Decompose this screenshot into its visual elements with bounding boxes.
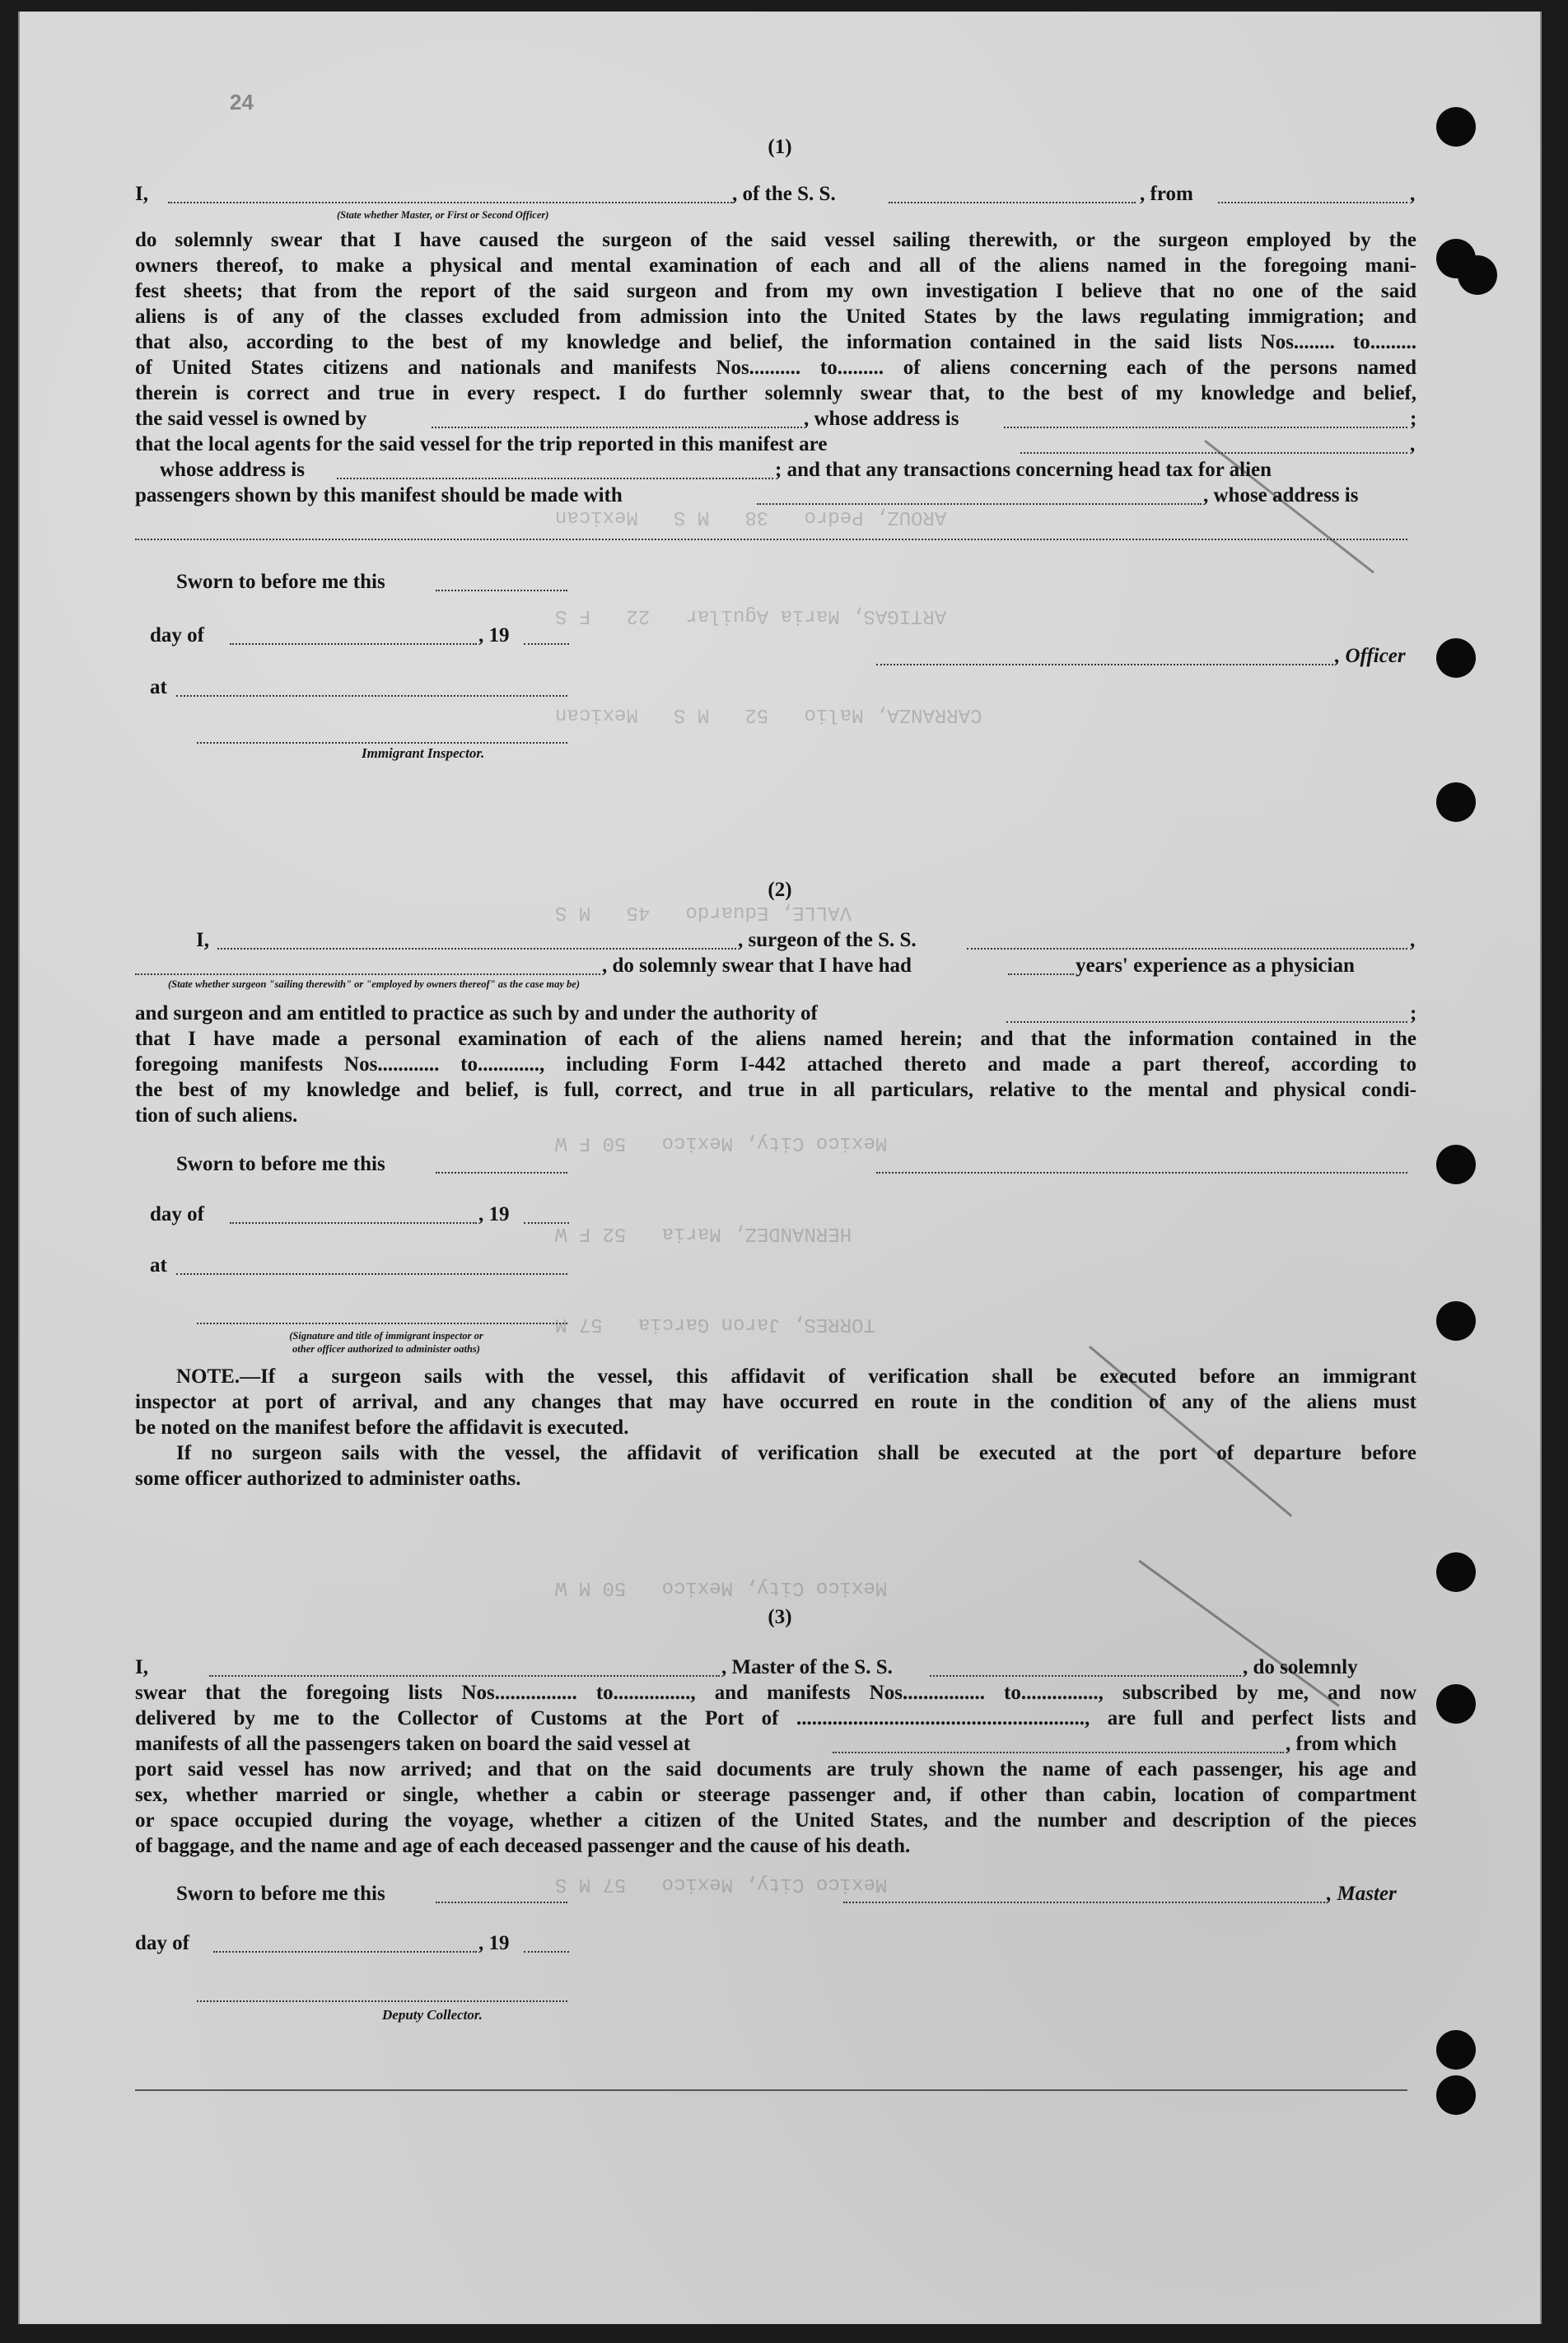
s1-year-label: , 19: [478, 624, 510, 646]
bleed-through-text: Mexico City, Mexico 50 M W: [555, 1576, 888, 1599]
s2-inspector-signature-blank[interactable]: [197, 1323, 567, 1324]
s1-body-line: fest sheets; that from the report of the said surgeon and from my own investigation I believe that no one of the said: [135, 280, 1416, 302]
punch-hole: [1436, 1684, 1476, 1724]
s1-agents-blank[interactable]: [1020, 452, 1407, 454]
s2-comma: ,: [1410, 929, 1416, 951]
s1-body-line: that also, according to the best of my knowledge and belief, the information contained in the said lists Nos........ to.........: [135, 331, 1416, 353]
bleed-through-text: TORRES, Jaron Garcia 57 M: [555, 1313, 875, 1335]
s2-at-blank[interactable]: [176, 1273, 567, 1275]
bleed-through-text: Mexico City, Mexico 57 M S: [555, 1873, 888, 1895]
section-3-number: (3): [768, 1606, 792, 1628]
s3-body-line: swear that the foregoing lists Nos................ to..............., and manifests Nos................ to..............., subscribed by me, and now: [135, 1682, 1416, 1704]
s1-owner-address-label: , whose address is: [804, 408, 959, 430]
s2-authority-label: and surgeon and am entitled to practice as such by and under the authority of: [135, 1002, 818, 1024]
bleed-through-text: Mexico City, Mexico 50 F W: [555, 1132, 888, 1154]
s1-owned-by-label: the said vessel is owned by: [135, 408, 367, 430]
s2-year-label: , 19: [478, 1203, 510, 1225]
s3-sworn-day-blank[interactable]: [436, 1902, 567, 1903]
s3-body-line: sex, whether married or single, whether a cabin or steerage passenger and, if other than cabin, location of compartment: [135, 1784, 1416, 1806]
bleed-through-text: ARTIGAS, Maria Aguilar 22 F S: [555, 604, 947, 627]
s2-surgeon-signature-blank[interactable]: [876, 1172, 1407, 1174]
s3-master-name-blank[interactable]: [209, 1675, 720, 1677]
s3-month-blank[interactable]: [213, 1951, 477, 1953]
s1-from: , from: [1140, 183, 1193, 205]
s2-i: I,: [196, 929, 209, 951]
s2-year-blank[interactable]: [524, 1222, 569, 1224]
s2-month-blank[interactable]: [230, 1222, 477, 1224]
s3-from-which: , from which: [1286, 1733, 1397, 1755]
bleed-through-text: AROUZ, Pedro 38 M S Mexican: [555, 506, 947, 528]
bleed-through-text: CARRANZA, Malio 52 M S Mexican: [555, 703, 982, 726]
s1-address-blank-full[interactable]: [135, 539, 1407, 540]
section-2-number: (2): [768, 879, 792, 901]
s3-sworn-label: Sworn to before me this: [176, 1883, 385, 1905]
s2-vessel-blank[interactable]: [967, 948, 1407, 950]
s1-vessel-name-blank[interactable]: [889, 202, 1136, 203]
s2-sworn-label: Sworn to before me this: [176, 1153, 385, 1175]
s2-body-line: that I have made a personal examination of each of the aliens named herein; and that the information contained in the: [135, 1028, 1416, 1050]
s2-years-blank[interactable]: [1008, 973, 1074, 975]
s3-body-line: port said vessel has now arrived; and that on the said documents are truly shown the name of each passenger, his age and: [135, 1758, 1416, 1781]
bleed-through-text: VALLE, Eduardo 45 M S: [555, 901, 852, 923]
punch-hole: [1436, 638, 1476, 678]
s1-i: I,: [135, 183, 148, 205]
s1-master-caption: (State whether Master, or First or Second Officer): [337, 209, 549, 221]
s1-officer-label: , Officer: [1335, 645, 1406, 667]
s1-inspector-caption: Immigrant Inspector.: [362, 745, 485, 761]
s3-do-solemnly: , do solemnly: [1243, 1656, 1358, 1678]
s1-head-tax-party-blank[interactable]: [757, 503, 1202, 505]
s3-year-blank[interactable]: [524, 1951, 569, 1953]
s1-master-name-blank[interactable]: [168, 202, 732, 203]
s3-manifests-label: manifests of all the passengers taken on board the said vessel at: [135, 1733, 691, 1755]
note-line-3: be noted on the manifest before the affidavit is executed.: [135, 1417, 629, 1439]
s1-day-of-label: day of: [150, 624, 204, 646]
manifest-page: [18, 12, 1542, 2324]
punch-hole: [1458, 255, 1497, 295]
s1-whose-address-label: whose address is: [160, 459, 305, 481]
bleed-through-text: HERNANDEZ, Maria 52 F W: [555, 1222, 852, 1244]
s3-master-signature-blank[interactable]: [843, 1902, 1325, 1903]
s3-vessel-blank[interactable]: [930, 1675, 1241, 1677]
s3-body-line: delivered by me to the Collector of Customs at the Port of ........................................................, are full and perfect lists and: [135, 1707, 1416, 1729]
s2-surgeon-of-ss: , surgeon of the S. S.: [738, 929, 917, 951]
s2-authority-blank[interactable]: [1006, 1021, 1407, 1023]
punch-hole: [1436, 107, 1476, 147]
s1-whose-address-is: , whose address is: [1203, 484, 1359, 506]
punch-hole: [1436, 782, 1476, 822]
s2-years-experience: years' experience as a physician: [1076, 954, 1355, 977]
note-line-4: If no surgeon sails with the vessel, the affidavit of verification shall be executed at the port of departure before: [176, 1442, 1416, 1464]
section-1-number: (1): [768, 136, 792, 158]
s3-deputy-signature-blank[interactable]: [197, 2000, 567, 2002]
s2-sworn-day-blank[interactable]: [436, 1172, 567, 1174]
s3-i: I,: [135, 1656, 148, 1678]
s2-body-line: the best of my knowledge and belief, is full, correct, and true in all particulars, relative to the mental and physical condi-: [135, 1079, 1416, 1101]
s2-sig-caption-2: other officer authorized to administer oaths): [292, 1343, 480, 1355]
s2-sig-caption-1: (Signature and title of immigrant inspector or: [289, 1330, 483, 1342]
s2-surgeon-status-blank[interactable]: [135, 973, 600, 975]
s1-agents-address-blank[interactable]: [337, 478, 773, 479]
s3-day-of-label: day of: [135, 1932, 189, 1954]
s2-body-line: foregoing manifests Nos............ to............, including Form I-442 attached thereto and made a part thereof, according to: [135, 1053, 1416, 1076]
s1-owner-address-blank[interactable]: [1004, 427, 1407, 428]
s1-of-ss: , of the S. S.: [732, 183, 836, 205]
s1-body-line: therein is correct and true in every respect. I do further solemnly swear that, to the best of my knowledge and belief,: [135, 382, 1416, 404]
s2-semicolon: ;: [1410, 1002, 1417, 1024]
s1-year-blank[interactable]: [524, 643, 569, 645]
s1-inspector-signature-blank[interactable]: [197, 742, 567, 744]
s3-deputy-caption: Deputy Collector.: [382, 2007, 483, 2023]
bottom-rule: [135, 2089, 1407, 2091]
punch-hole: [1436, 1145, 1476, 1184]
s1-body-line: aliens is of any of the classes excluded from admission into the United States by the laws regulating immigration; and: [135, 306, 1416, 328]
s1-agents-label: that the local agents for the said vessel for the trip reported in this manifest are: [135, 433, 828, 455]
s3-body-line: or space occupied during the voyage, whether a citizen of the United States, and the number and description of the pieces: [135, 1809, 1416, 1832]
punch-hole: [1436, 2075, 1476, 2115]
s2-surgeon-caption: (State whether surgeon "sailing therewith" or "employed by owners thereof" as the case may be): [168, 978, 580, 990]
s1-sworn-day-blank[interactable]: [436, 590, 567, 591]
s2-solemnly-swear: , do solemnly swear that I have had: [602, 954, 912, 977]
s3-body-last-line: of baggage, and the name and age of each deceased passenger and the cause of his death.: [135, 1835, 911, 1857]
s1-sworn-label: Sworn to before me this: [176, 571, 385, 593]
s1-semicolon: ;: [1410, 408, 1417, 430]
s1-comma: ,: [1410, 183, 1416, 205]
note-line: NOTE.—If a surgeon sails with the vessel, this affidavit of verification shall be executed before an immigrant: [176, 1365, 1416, 1388]
s2-surgeon-name-blank[interactable]: [217, 948, 736, 950]
s2-body-last-line: tion of such aliens.: [135, 1104, 298, 1127]
s1-owner-blank[interactable]: [432, 427, 802, 428]
s1-body-line: of United States citizens and nationals and manifests Nos.......... to......... of aliens concerning each of the persons named: [135, 357, 1416, 379]
s1-month-blank[interactable]: [230, 643, 477, 645]
s1-from-port-blank[interactable]: [1218, 202, 1407, 203]
punch-hole: [1436, 1301, 1476, 1341]
s2-at-label: at: [150, 1254, 167, 1277]
s1-comma: ,: [1410, 433, 1416, 455]
s2-day-of-label: day of: [150, 1203, 204, 1225]
s1-body-line: owners thereof, to make a physical and mental examination of each and all of the aliens named in the foregoing mani-: [135, 254, 1416, 277]
s3-port-blank[interactable]: [833, 1752, 1284, 1753]
s1-passengers-label: passengers shown by this manifest should be made with: [135, 484, 623, 506]
s3-master-of-ss: , Master of the S. S.: [721, 1656, 893, 1678]
punch-hole: [1436, 2030, 1476, 2070]
s1-at-label: at: [150, 676, 167, 698]
s1-head-tax-text: ; and that any transactions concerning head tax for alien: [775, 459, 1272, 481]
s1-officer-signature-blank[interactable]: [876, 664, 1333, 665]
corner-number: 24: [230, 90, 254, 114]
s3-year-label: , 19: [478, 1932, 510, 1954]
s1-at-blank[interactable]: [176, 695, 567, 697]
s3-master-label: , Master: [1327, 1883, 1397, 1905]
note-line-5: some officer authorized to administer oaths.: [135, 1468, 521, 1490]
punch-hole: [1436, 1552, 1476, 1592]
s1-body-line: do solemnly swear that I have caused the surgeon of the said vessel sailing therewith, or the surgeon employed by the: [135, 229, 1416, 251]
note-line: inspector at port of arrival, and any changes that may have occurred en route in the condition of any of the aliens must: [135, 1391, 1416, 1413]
